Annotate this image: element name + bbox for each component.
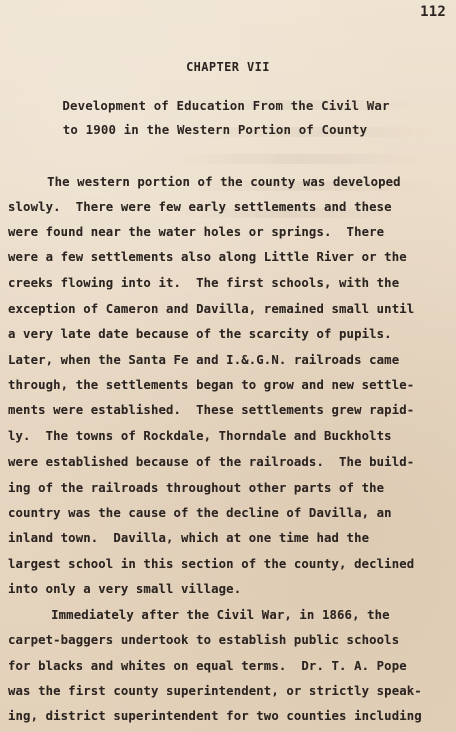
body-text-line: Later, when the Santa Fe and I.&.G.N. railroads came	[8, 353, 400, 367]
body-text-line: were a few settlements also along Little River or the	[8, 250, 407, 264]
body-text-line: carpet-baggers undertook to establish public schools	[8, 633, 400, 647]
body-text-line: ing of the railroads throughout other parts of the	[8, 481, 385, 495]
body-text-line: Immediately after the Civil War, in 1866, the	[6, 608, 390, 622]
body-text-line: were established because of the railroads. The build-	[8, 455, 415, 469]
chapter-subtitle-line: Development of Education From the Civil War	[62, 98, 390, 113]
body-text-line: a very late date because of the scarcity of pupils.	[8, 327, 392, 341]
body-text-line: ments were established. These settlements grew rapid-	[8, 403, 415, 417]
body-text-line: inland town. Davilla, which at one time had the	[8, 531, 370, 545]
body-text-line: through, the settlements began to grow and new settle-	[8, 378, 415, 392]
show-through-line	[170, 154, 430, 164]
body-text-line: slowly. There were few early settlements and these	[8, 200, 392, 214]
body-text-line: ing, district superintendent for two counties including	[8, 709, 422, 723]
body-text-line: for blacks and whites on equal terms. Dr. T. A. Pope	[8, 659, 407, 673]
body-text-line: into only a very small village.	[8, 582, 242, 596]
page-number: 112	[420, 4, 446, 20]
body-text-line: largest school in this section of the county, declined	[8, 557, 415, 571]
chapter-title: CHAPTER VII	[186, 60, 270, 74]
body-text-line: The western portion of the county was developed	[17, 175, 401, 189]
body-text-line: was the first county superintendent, or strictly speak-	[8, 684, 422, 698]
body-text-line: exception of Cameron and Davilla, remained small until	[8, 302, 415, 316]
body-text-line: country was the cause of the decline of Davilla, an	[8, 506, 392, 520]
body-text-line: creeks flowing into it. The first schools, with the	[8, 276, 400, 290]
body-text-line: were found near the water holes or springs. There	[8, 225, 385, 239]
body-text-line: ly. The towns of Rockdale, Thorndale and Buckholts	[8, 429, 392, 443]
chapter-subtitle-line: to 1900 in the Western Portion of County	[62, 122, 368, 137]
